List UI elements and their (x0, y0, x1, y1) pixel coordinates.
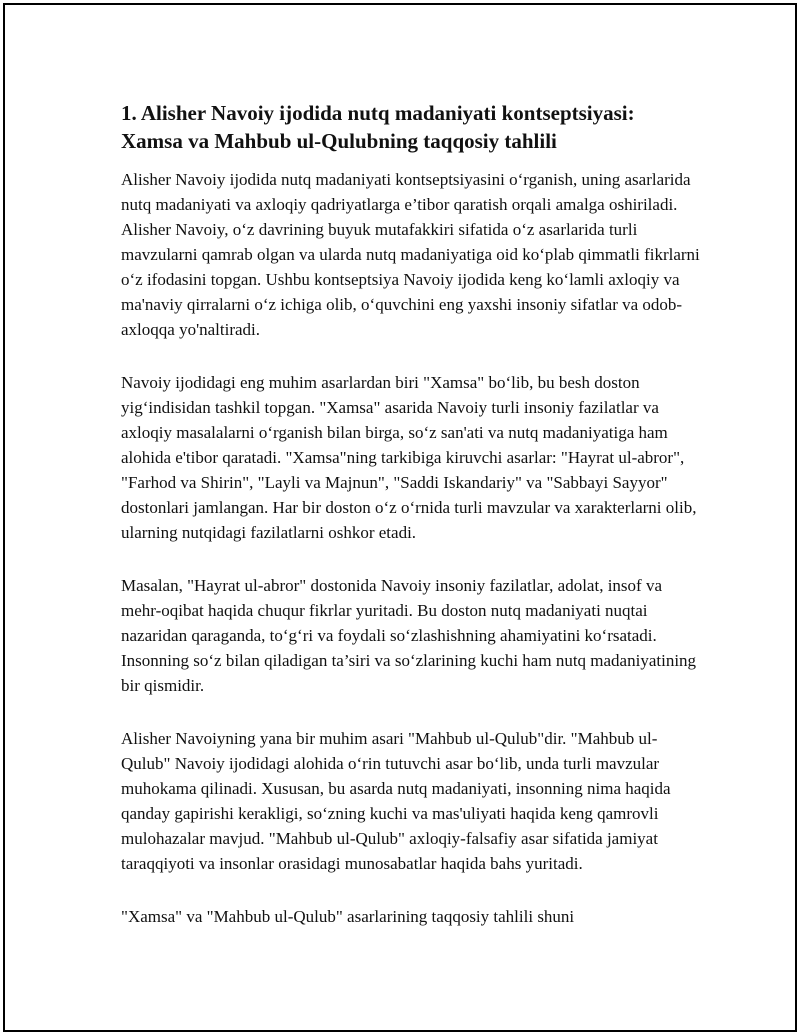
paragraph-intro: Alisher Navoiy ijodida nutq madaniyati kontseptsiyasini o‘rganish, uning asarlarida nutq madaniyati va axloqiy qadriyatlarga e’tibor qaratish orqali amalga oshiriladi. Alisher Navoiy, o‘z davrining buyuk mutafakkiri sifatida o‘z asarlarida turli mavzularni qamrab olgan va ularda nutq madaniyatiga oid ko‘plab qimmatli fikrlarni o‘z ifodasini topgan. Ushbu kontseptsiya Navoiy ijodida keng ko‘lamli axloqiy va ma'naviy qirralarni o‘z ichiga olib, o‘quvchini eng yaxshi insoniy sifatlar va odob-axloqqa yo'naltiradi. (121, 170, 700, 339)
document-content (121, 99, 701, 957)
section-title (121, 99, 701, 155)
section-title-line-2: Xamsa va Mahbub ul-Qulubning taqqosiy tahlili (121, 129, 557, 153)
document-page (3, 3, 797, 1032)
paragraph-hayrat-ul-abror: Masalan, "Hayrat ul-abror" dostonida Navoiy insoniy fazilatlar, adolat, insof va mehr-oqibat haqida chuqur fikrlar yuritadi. Bu doston nutq madaniyati nuqtai nazaridan qaraganda, to‘g‘ri va foydali so‘zlashishning ahamiyatini ko‘rsatadi. Insonning so‘z bilan qiladigan ta’siri va so‘zlarining kuchi ham nutq madaniyatining bir qismidir. (121, 576, 697, 695)
paragraph-xamsa: Navoiy ijodidagi eng muhim asarlardan biri "Xamsa" bo‘lib, bu besh doston yig‘indisidan tashkil topgan. "Xamsa" asarida Navoiy turli insoniy fazilatlar va axloqiy masalalarni o‘rganish bilan birga, so‘z san'ati va nutq madaniyatiga ham alohida e'tibor qaratadi. "Xamsa"ning tarkibiga kiruvchi asarlar: "Hayrat ul-abror", "Farhod va Shirin", "Layli va Majnun", "Saddi Iskandariy" va "Sabbayi Sayyor" dostonlari jamlangan. Har bir doston o‘z o‘rnida turli mavzular va xarakterlarni olib, ularning nutqidagi fazilatlarni oshkor etadi. (121, 373, 697, 542)
paragraph-mahbub-ul-qulub: Alisher Navoiyning yana bir muhim asari "Mahbub ul-Qulub"dir. "Mahbub ul-Qulub" Navoiy ijodidagi alohida o‘rin tutuvchi asar bo‘lib, unda turli mavzular muhokama qilinadi. Xususan, bu asarda nutq madaniyati, insonning nima haqida qanday gapirishi kerakligi, so‘zning kuchi va mas'uliyati haqida keng qamrovli mulohazalar mavjud. "Mahbub ul-Qulub" axloqiy-falsafiy asar sifatida jamiyat taraqqiyoti va insonlar orasidagi munosabatlar haqida bahs yuritadi. (121, 729, 671, 873)
section-title-line-1: 1. Alisher Navoiy ijodida nutq madaniyati kontseptsiyasi: (121, 101, 635, 125)
paragraph-comparison: "Xamsa" va "Mahbub ul-Qulub" asarlarining taqqosiy tahlili shuni (121, 907, 575, 926)
